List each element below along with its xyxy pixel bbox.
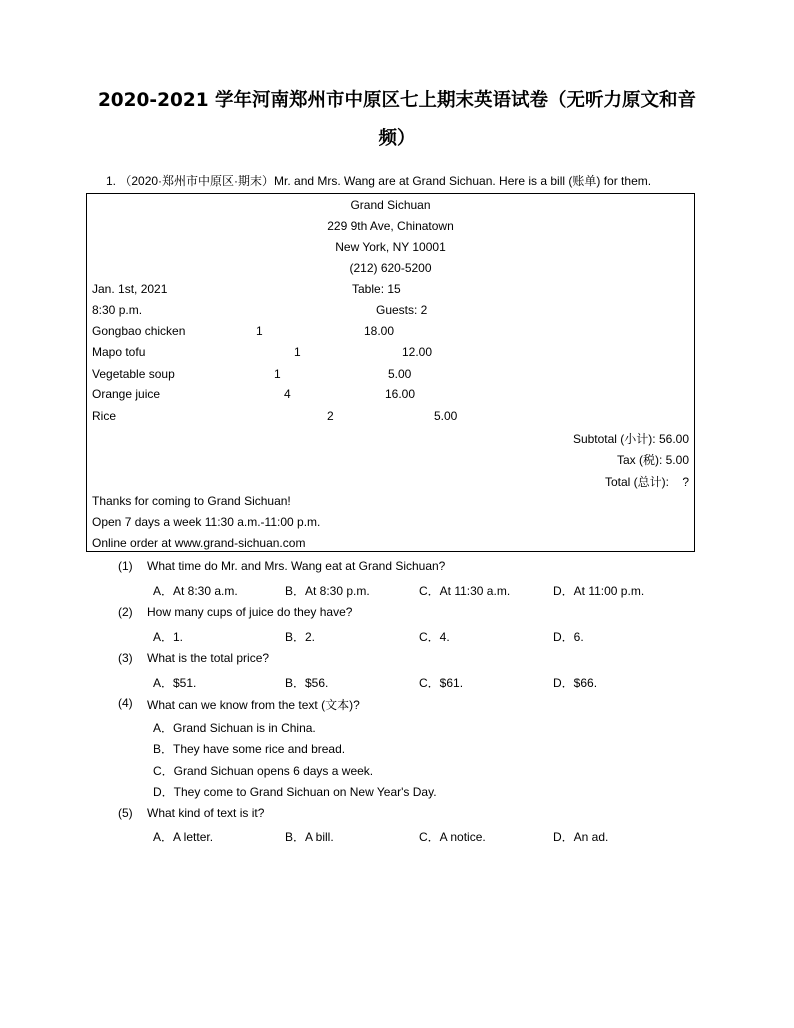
item-price: 16.00 [385,387,416,401]
tax: Tax (税): 5.00 [616,453,689,467]
item-quantity: 1 [294,345,301,359]
option-c[interactable]: C．At 11:30 a.m. [419,584,511,598]
item-quantity: 1 [274,367,281,381]
item-name: Gongbao chicken [92,324,186,338]
table-number: Table: 15 [352,282,401,296]
bill-date: Jan. 1st, 2021 [92,282,168,296]
online-order: Online order at www.grand-sichuan.com [92,536,306,550]
option-a[interactable]: A．Grand Sichuan is in China. [153,721,316,735]
subquestion-text: How many cups of juice do they have? [147,605,353,619]
option-b[interactable]: B．$56. [285,676,329,690]
subquestion-number: (2) [118,605,133,619]
subquestion-text: What kind of text is it? [147,806,265,820]
item-price: 5.00 [388,367,412,381]
item-quantity: 1 [256,324,263,338]
page-title [60,82,734,158]
subquestion-text: What is the total price? [147,651,270,665]
question-stem [106,172,651,189]
subquestion-text: What time do Mr. and Mrs. Wang eat at Grand Sichuan? [147,559,446,573]
question-text: （2020·郑州市中原区·期末）Mr. and Mrs. Wang are at Grand Sichuan. Here is a bill (账单) for them. [119,174,652,188]
option-c[interactable]: C．Grand Sichuan opens 6 days a week. [153,764,374,778]
option-d[interactable]: D．At 11:00 p.m. [553,584,645,598]
bill-box [86,193,695,552]
subquestion-number: (1) [118,559,133,573]
subquestion-number: (3) [118,651,133,665]
option-d[interactable]: D．An ad. [553,830,609,844]
option-b[interactable]: B．A bill. [285,830,334,844]
total: Total (总计): ? [604,475,689,489]
option-b[interactable]: B．At 8:30 p.m. [285,584,370,598]
item-quantity: 2 [327,409,334,423]
restaurant-name: Grand Sichuan [350,198,431,212]
question-number: 1. [106,174,117,188]
subquestion-text: What can we know from the text (文本)? [147,698,360,712]
option-c[interactable]: C．$61. [419,676,464,690]
option-d[interactable]: D．They come to Grand Sichuan on New Year's Day. [153,785,437,799]
item-quantity: 4 [284,387,291,401]
item-price: 18.00 [364,324,395,338]
item-name: Mapo tofu [92,345,146,359]
bill-time: 8:30 p.m. [92,303,143,317]
subquestion-number: (5) [118,806,133,820]
guest-count: Guests: 2 [376,303,428,317]
option-a[interactable]: A．A letter. [153,830,214,844]
item-price: 12.00 [402,345,433,359]
item-name: Rice [92,409,117,423]
title-line-1: 2020-2021 学年河南郑州市中原区七上期末英语试卷（无听力原文和音 [97,90,697,111]
item-name: Vegetable soup [92,367,175,381]
phone-number: (212) 620-5200 [349,261,432,275]
option-c[interactable]: C．A notice. [419,830,486,844]
address-line-2: New York, NY 10001 [335,240,446,254]
thanks-note: Thanks for coming to Grand Sichuan! [92,494,291,508]
option-b[interactable]: B．They have some rice and bread. [153,742,346,756]
option-d[interactable]: D．$66. [553,676,598,690]
title-line-2: 频） [378,128,416,149]
option-d[interactable]: D．6. [553,630,584,644]
option-a[interactable]: A．$51. [153,676,197,690]
address-line-1: 229 9th Ave, Chinatown [327,219,454,233]
subtotal: Subtotal (小计): 56.00 [572,432,689,446]
subquestion-number: (4) [118,696,133,710]
opening-hours: Open 7 days a week 11:30 a.m.-11:00 p.m. [92,515,321,529]
item-name: Orange juice [92,387,161,401]
option-b[interactable]: B．2. [285,630,316,644]
option-a[interactable]: A．1. [153,630,184,644]
option-a[interactable]: A．At 8:30 a.m. [153,584,238,598]
item-price: 5.00 [434,409,458,423]
option-c[interactable]: C．4. [419,630,450,644]
